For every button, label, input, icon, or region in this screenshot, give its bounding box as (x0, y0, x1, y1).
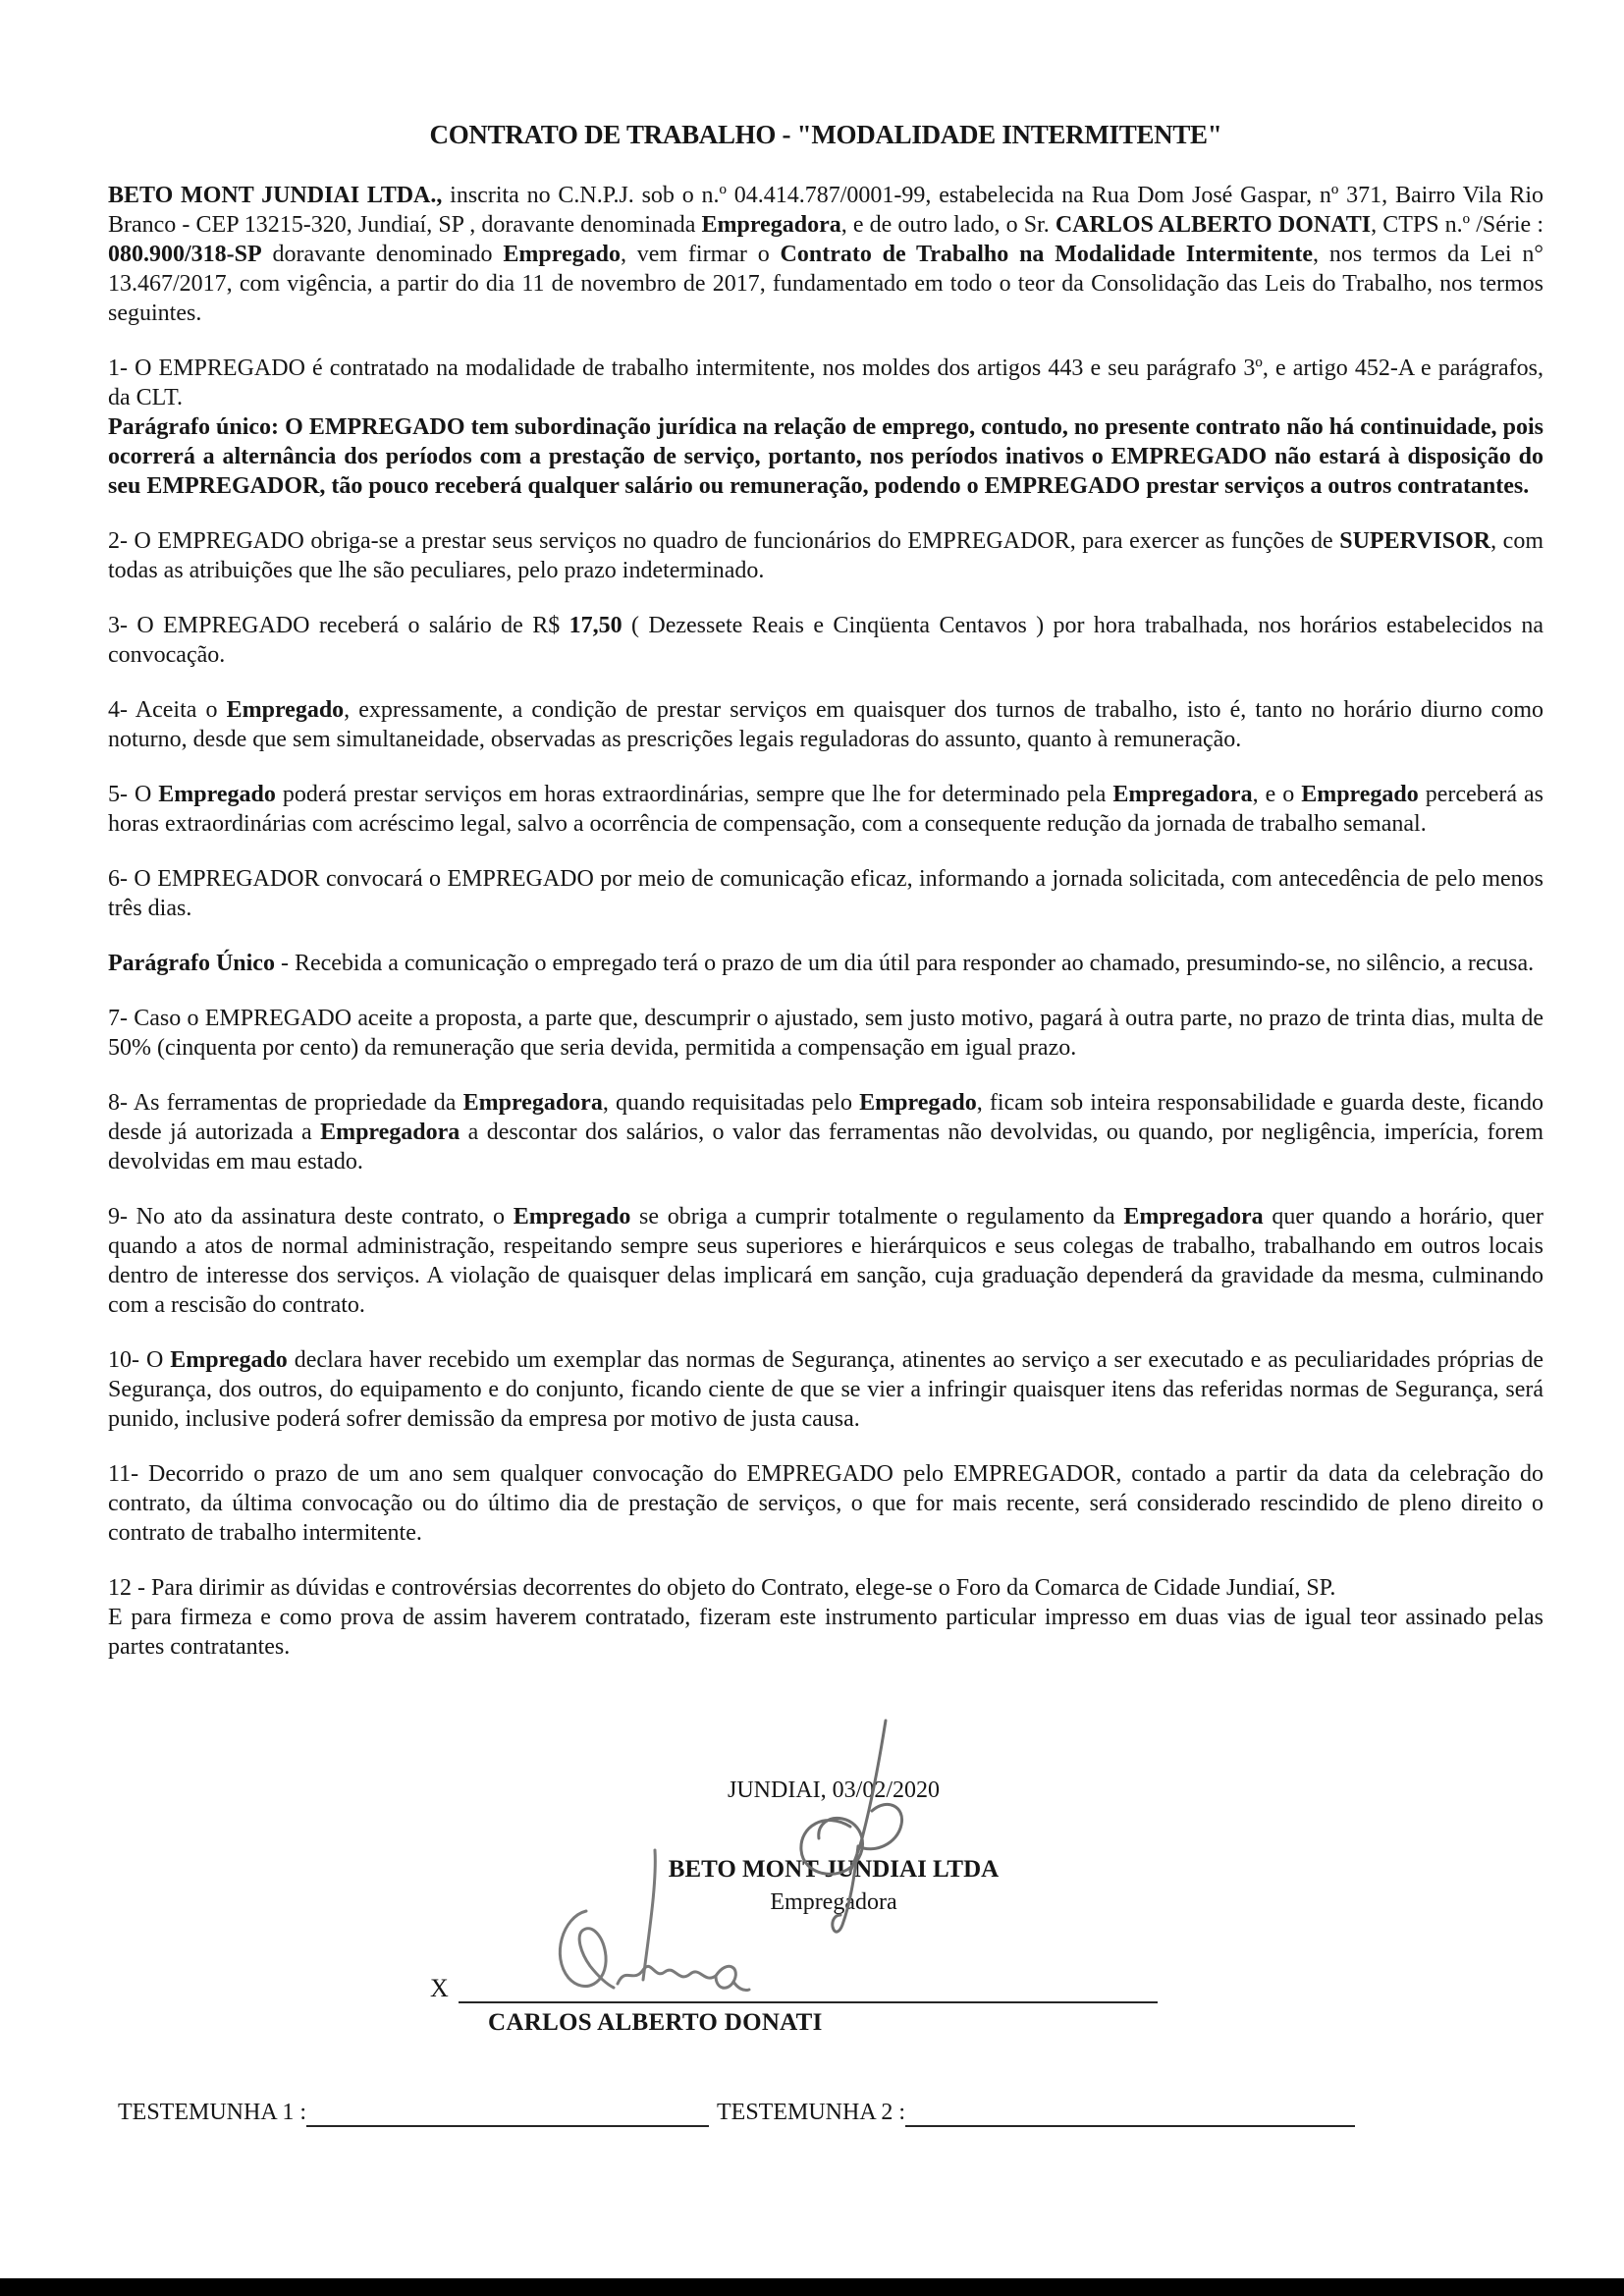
scan-bottom-bar (0, 2278, 1624, 2296)
clause-7: 7- Caso o EMPREGADO aceite a proposta, a parte que, descumprir o ajustado, sem justo motivo, pagará à outra parte, no prazo de trinta dias, multa de 50% (cinquenta por cento) da remuneração que seria devida, permitida a compensação em igual prazo. (108, 1006, 1543, 1061)
witness-2-signature-line (905, 2096, 1355, 2127)
clause-5: 5- O Empregado poderá prestar serviços em horas extraordinárias, sempre que lhe for determinado pela Empregadora, e o Empregado perceberá as horas extraordinárias com acréscimo legal, salvo a ocorrência de compensação, com a consequente redução da jornada de trabalho semanal. (108, 782, 1543, 837)
employee-name-label: CARLOS ALBERTO DONATI (488, 2009, 823, 2036)
document-title: CONTRATO DE TRABALHO - "MODALIDADE INTERMITENTE" (429, 120, 1222, 149)
intro-paragraph: BETO MONT JUNDIAI LTDA., inscrita no C.N.P.J. sob o n.º 04.414.787/0001-99, estabelecida na Rua Dom José Gaspar, nº 371, Bairro Vila Rio Branco - CEP 13215-320, Jundiaí, SP , doravante denominada Empregadora, e de outro lado, o Sr. CARLOS ALBERTO DONATI, CTPS n.º /Série : 080.900/318-SP doravante denominado Empregado, vem firmar o Contrato de Trabalho na Modalidade Intermitente, nos termos da Lei n° 13.467/2017, com vigência, a partir do dia 11 de novembro de 2017, fundamentado em todo o teor da Consolidação das Leis do Trabalho, nos termos seguintes. (108, 183, 1544, 326)
witness-2-label: TESTEMUNHA 2 : (717, 2100, 905, 2125)
witness-1-signature-line (306, 2096, 709, 2127)
clause-10: 10- O Empregado declara haver recebido um exemplar das normas de Segurança, atinentes ao serviço a ser executado e as peculiaridades próprias de Segurança, dos outros, do equipamento e do conjunto, ficando ciente de que se vier a infringir quaisquer itens das referidas normas de Segurança, será punido, inclusive poderá sofrer demissão da empresa por motivo de justa causa. (108, 1347, 1543, 1432)
employee-signature-row (430, 1968, 1158, 2003)
employer-role-label: Empregadora (770, 1889, 897, 1915)
witness-row (118, 2096, 1355, 2127)
date-place-line: JUNDIAI, 03/02/2020 (728, 1777, 940, 1803)
clause-9: 9- No ato da assinatura deste contrato, o Empregado se obriga a cumprir totalmente o regulamento da Empregadora quer quando a horário, quer quando a atos de normal administração, respeitando sempre seus superiores e hierárquicos e seus colegas de trabalho, trabalhando em outros locais dentro de interesse dos serviços. A violação de quaisquer delas implicará em sanção, cuja graduação dependerá da gravidade da mesma, culminando com a rescisão do contrato. (108, 1204, 1543, 1318)
employer-signature-name: BETO MONT JUNDIAI LTDA (668, 1856, 1000, 1883)
clause-3: 3- O EMPREGADO receberá o salário de R$ 17,50 ( Dezessete Reais e Cinqüenta Centavos ) por hora trabalhada, nos horários estabelecidos na convocação. (108, 613, 1543, 668)
closing-statement: E para firmeza e como prova de assim haverem contratado, fizeram este instrumento particular impresso em duas vias de igual teor assinado pelas partes contratantes. (108, 1605, 1543, 1660)
witness-1-label: TESTEMUNHA 1 : (118, 2100, 306, 2125)
signature-x-mark: X (430, 1974, 449, 2002)
clause-6: 6- O EMPREGADOR convocará o EMPREGADO por meio de comunicação eficaz, informando a jornada solicitada, com antecedência de pelo menos três dias. (108, 866, 1543, 921)
clause-2: 2- O EMPREGADO obriga-se a prestar seus serviços no quadro de funcionários do EMPREGADOR, para exercer as funções de SUPERVISOR, com todas as atribuições que lhe são peculiares, pelo prazo indeterminado. (108, 528, 1543, 583)
contract-body (108, 0, 1543, 1687)
clause-8: 8- As ferramentas de propriedade da Empregadora, quando requisitadas pelo Empregado, ficam sob inteira responsabilidade e guarda deste, ficando desde já autorizada a Empregadora a descontar dos salários, o valor das ferramentas não devolvidas, ou quando, por negligência, imperícia, forem devolvidas em mau estado. (108, 1090, 1543, 1175)
employee-signature-line (459, 1968, 1158, 2003)
clause-1: 1- O EMPREGADO é contratado na modalidade de trabalho intermitente, nos moldes dos artigos 443 e seu parágrafo 3º, e artigo 452-A e parágrafos, da CLT. (108, 355, 1543, 410)
clause-1-sole-paragraph: Parágrafo único: O EMPREGADO tem subordinação jurídica na relação de emprego, contudo, no presente contrato não há continuidade, pois ocorrerá a alternância dos períodos com a prestação de serviço, portanto, nos períodos inativos o EMPREGADO não estará à disposição do seu EMPREGADOR, tão pouco receberá qualquer salário ou remuneração, podendo o EMPREGADO prestar serviços a outros contratantes. (108, 414, 1543, 499)
clause-12: 12 - Para dirimir as dúvidas e controvérsias decorrentes do objeto do Contrato, elege-se o Foro da Comarca de Cidade Jundiaí, SP. (108, 1575, 1336, 1601)
clause-4: 4- Aceita o Empregado, expressamente, a condição de prestar serviços em quaisquer dos turnos de trabalho, isto é, tanto no horário diurno como noturno, desde que sem simultaneidade, observadas as prescrições legais reguladoras do assunto, quanto à remuneração. (108, 697, 1543, 752)
clause-6-sole-paragraph: Parágrafo Único - Recebida a comunicação o empregado terá o prazo de um dia útil para responder ao chamado, presumindo-se, no silêncio, a recusa. (108, 951, 1535, 976)
clause-11: 11- Decorrido o prazo de um ano sem qualquer convocação do EMPREGADO pelo EMPREGADOR, contado a partir da data da celebração do contrato, da última convocação ou do último dia de prestação de serviços, o que for mais recente, será considerado rescindido de pleno direito o contrato de trabalho intermitente. (108, 1461, 1543, 1546)
